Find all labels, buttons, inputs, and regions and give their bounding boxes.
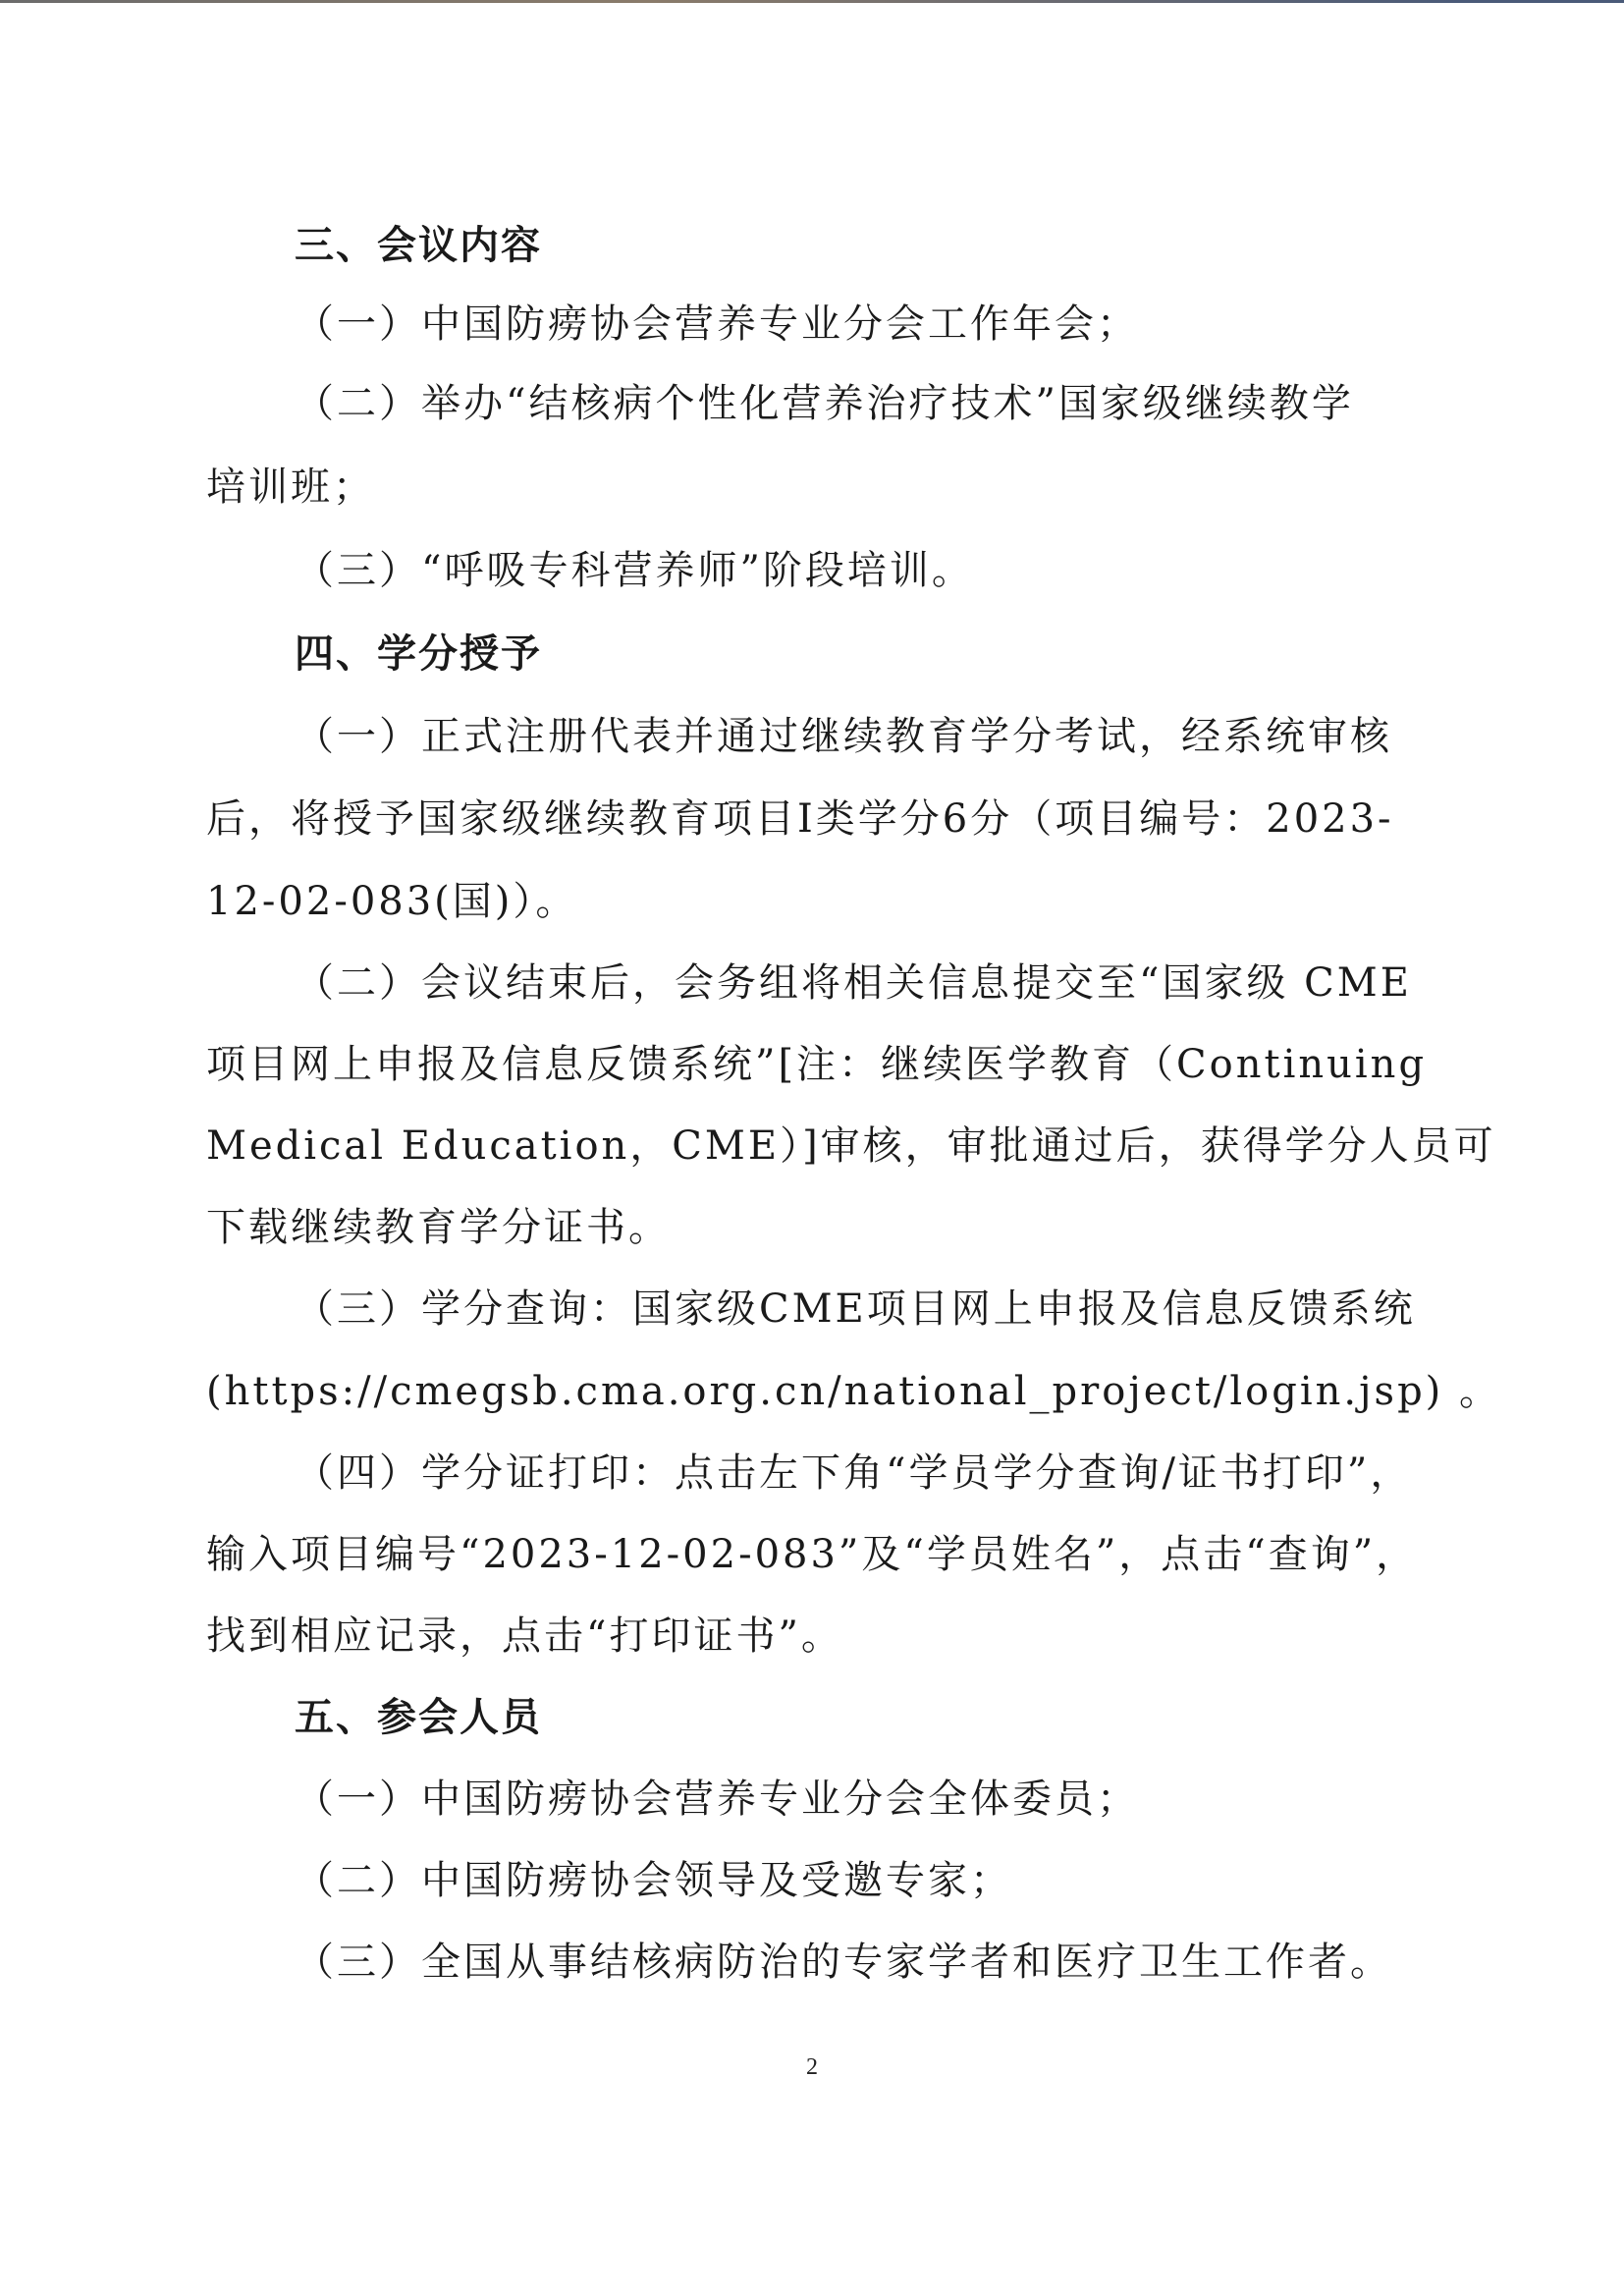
credits-item-2-line-1: （二）会议结束后，会务组将相关信息提交至“国家级 CME — [295, 960, 1412, 1006]
attendees-item-2: （二）中国防痨协会领导及受邀专家； — [295, 1858, 1012, 1903]
credits-item-3-line-1: （三）学分查询：国家级CME项目网上申报及信息反馈系统 — [295, 1286, 1416, 1332]
credits-item-4-line-3: 找到相应记录，点击“打印证书”。 — [206, 1613, 843, 1659]
credits-item-1-line-1: （一）正式注册代表并通过继续教育学分考试，经系统审核 — [295, 714, 1392, 759]
credits-item-2-line-3: Medical Education，CME）]审核，审批通过后，获得学分人员可 — [206, 1123, 1496, 1169]
credits-item-1-line-2: 后，将授予国家级继续教育项目Ⅰ类学分6分（项目编号：2023- — [206, 796, 1394, 842]
page-number: 2 — [806, 2054, 818, 2080]
scan-top-edge — [0, 0, 1624, 3]
meeting-content-item-2-line-2: 培训班； — [206, 465, 375, 510]
meeting-content-item-2-line-1: （二）举办“结核病个性化营养治疗技术”国家级继续教学 — [295, 381, 1354, 426]
meeting-content-item-1: （一）中国防痨协会营养专业分会工作年会； — [295, 301, 1139, 347]
credits-item-1-line-3: 12-02-083(国)）。 — [206, 879, 578, 924]
section-heading-attendees: 五、参会人员 — [295, 1695, 542, 1740]
attendees-item-3: （三）全国从事结核病防治的专家学者和医疗卫生工作者。 — [295, 1940, 1392, 1985]
attendees-item-1: （一）中国防痨协会营养专业分会全体委员； — [295, 1777, 1139, 1822]
credits-item-2-line-2: 项目网上申报及信息反馈系统”[注：继续医学教育（Continuing — [206, 1042, 1428, 1087]
section-heading-credits: 四、学分授予 — [295, 631, 542, 677]
credits-item-4-line-2: 输入项目编号“2023-12-02-083”及“学员姓名”，点击“查询”， — [206, 1532, 1419, 1577]
credits-query-url: (https://cmegsb.cma.org.cn/national_project/login.jsp) 。 — [206, 1369, 1501, 1414]
credits-item-4-line-1: （四）学分证打印：点击左下角“学员学分查询/证书打印”， — [295, 1450, 1413, 1496]
credits-item-2-line-4: 下载继续教育学分证书。 — [206, 1205, 671, 1250]
section-heading-meeting-content: 三、会议内容 — [295, 223, 542, 268]
meeting-content-item-3: （三）“呼吸专科营养师”阶段培训。 — [295, 548, 974, 593]
